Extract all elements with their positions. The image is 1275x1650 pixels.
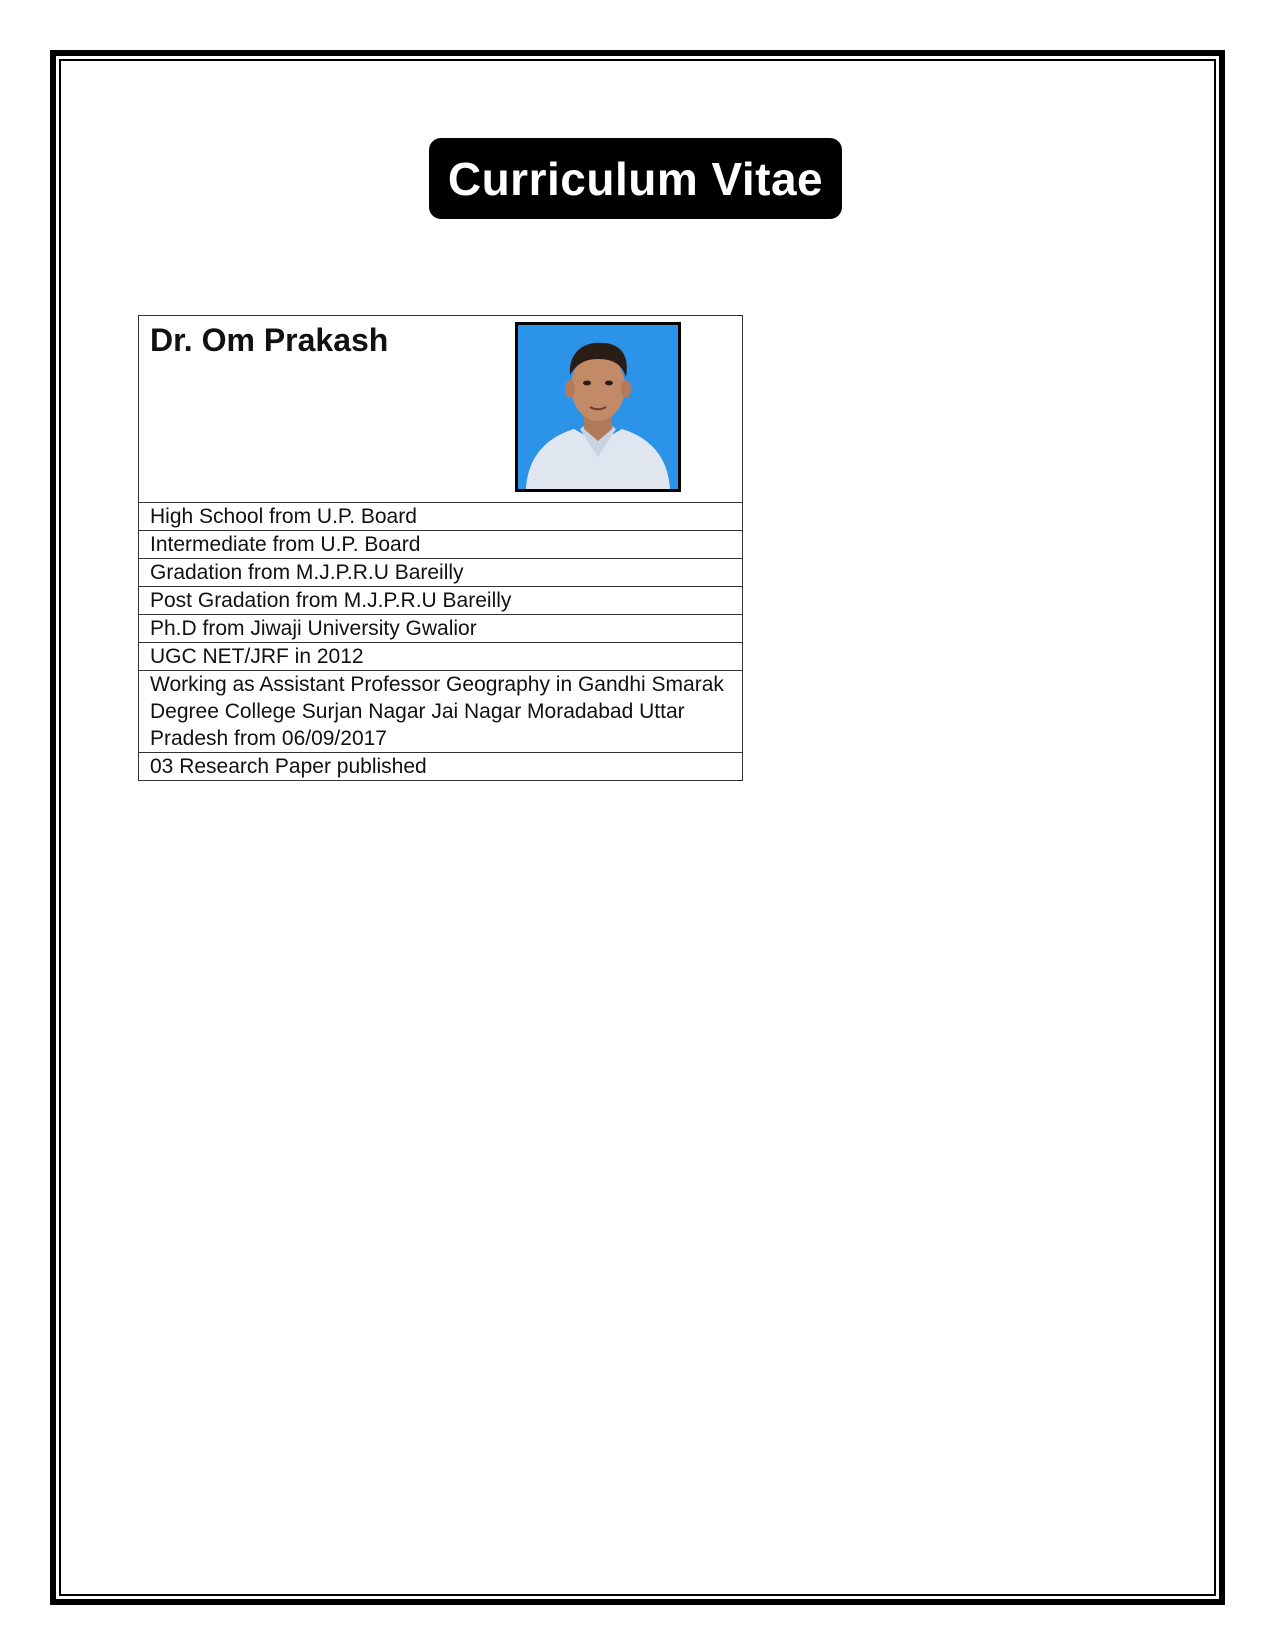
qualification-item: Ph.D from Jiwaji University Gwalior (139, 615, 743, 643)
qualification-row (139, 615, 743, 643)
qualification-row (139, 503, 743, 531)
person-name: Dr. Om Prakash (150, 322, 389, 358)
cv-table (138, 315, 743, 781)
page-inner-border (59, 59, 1216, 1596)
profile-photo (515, 322, 681, 492)
profile-cell (139, 316, 743, 503)
page-title: Curriculum Vitae (429, 138, 842, 219)
person-portrait-photo-icon (518, 325, 678, 489)
qualification-row (139, 671, 743, 753)
qualification-row (139, 587, 743, 615)
qualification-row (139, 531, 743, 559)
qualification-item: High School from U.P. Board (139, 503, 743, 531)
qualification-item: Intermediate from U.P. Board (139, 531, 743, 559)
qualification-item: UGC NET/JRF in 2012 (139, 643, 743, 671)
qualification-item: Post Gradation from M.J.P.R.U Bareilly (139, 587, 743, 615)
qualification-item: Working as Assistant Professor Geography in Gandhi Smarak Degree College Surjan Nagar Jai Nagar Moradabad Uttar Pradesh from 06/09/2017 (139, 671, 743, 753)
qualification-row (139, 559, 743, 587)
qualification-item: Gradation from M.J.P.R.U Bareilly (139, 559, 743, 587)
profile-row (139, 316, 743, 503)
qualification-row (139, 643, 743, 671)
qualification-row (139, 753, 743, 781)
qualification-item: 03 Research Paper published (139, 753, 743, 781)
